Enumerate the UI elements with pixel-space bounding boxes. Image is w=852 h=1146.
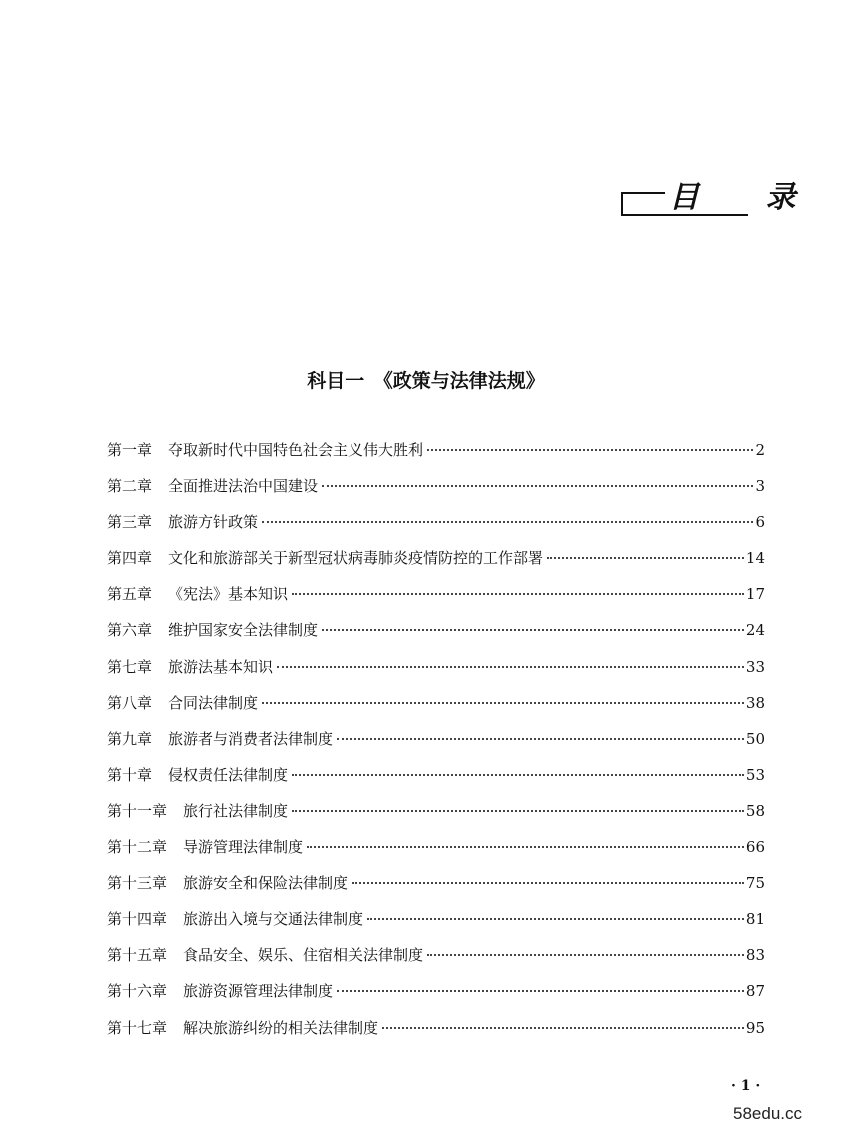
toc-entry[interactable] <box>107 757 765 793</box>
chapter-number: 第一章 <box>107 441 153 459</box>
toc-entry[interactable] <box>107 937 765 973</box>
dot-leader <box>427 449 753 451</box>
page-ref: 33 <box>745 657 765 676</box>
chapter-name: 导游管理法律制度 <box>183 838 304 857</box>
toc-entry[interactable] <box>107 432 765 468</box>
chapter-name: 维护国家安全法律制度 <box>168 621 319 640</box>
chapter-name: 文化和旅游部关于新型冠状病毒肺炎疫情防控的工作部署 <box>168 549 544 568</box>
chapter-number: 第九章 <box>107 729 153 748</box>
toc-entry[interactable] <box>107 901 765 937</box>
toc-entry[interactable] <box>107 540 765 576</box>
chapter-name: 解决旅游纠纷的相关法律制度 <box>183 1018 379 1037</box>
dot-leader <box>292 810 744 812</box>
page-ref: 53 <box>745 765 765 784</box>
toc-entry[interactable] <box>107 721 765 757</box>
toc-entry[interactable] <box>107 612 765 648</box>
chapter-number: 第五章 <box>107 585 153 604</box>
toc-header <box>621 168 824 218</box>
chapter-number: 第十章 <box>107 765 153 784</box>
dot-leader <box>427 954 744 956</box>
page-number: · 1 · <box>731 1078 761 1094</box>
chapter-name: 夺取新时代中国特色社会主义伟大胜利 <box>168 441 424 459</box>
toc-entry[interactable] <box>107 829 765 865</box>
chapter-name: 食品安全、娱乐、住宿相关法律制度 <box>183 946 424 965</box>
page-ref: 75 <box>745 874 765 893</box>
dot-leader <box>307 846 744 848</box>
toc-entry[interactable] <box>107 1010 765 1046</box>
chapter-number: 第二章 <box>107 477 153 496</box>
chapter-name: 旅游资源管理法律制度 <box>183 982 334 1001</box>
toc-entry[interactable] <box>107 504 765 540</box>
dot-leader <box>322 629 744 631</box>
page-ref: 38 <box>745 693 765 712</box>
dot-leader <box>292 774 744 776</box>
chapter-name: 侵权责任法律制度 <box>168 765 289 784</box>
dot-leader <box>337 990 744 992</box>
chapter-name: 旅游者与消费者法律制度 <box>168 729 334 748</box>
page-ref: 83 <box>745 946 765 965</box>
toc-title: 目 录 <box>669 180 824 215</box>
toc-entry[interactable] <box>107 793 765 829</box>
chapter-name: 旅游方针政策 <box>168 513 259 532</box>
page-ref: 66 <box>745 838 765 857</box>
chapter-number: 第十四章 <box>107 910 168 929</box>
chapter-number: 第十三章 <box>107 874 168 893</box>
chapter-name: 旅行社法律制度 <box>183 801 289 820</box>
page-ref: 24 <box>745 621 765 640</box>
chapter-number: 第三章 <box>107 513 153 532</box>
toc-entry[interactable] <box>107 973 765 1009</box>
toc-entry[interactable] <box>107 649 765 685</box>
chapter-name: 《宪法》基本知识 <box>168 585 289 604</box>
page-ref: 6 <box>755 513 765 532</box>
dot-leader <box>367 918 744 920</box>
chapter-name: 旅游出入境与交通法律制度 <box>183 910 364 929</box>
page-ref: 95 <box>745 1018 765 1037</box>
dot-leader <box>352 882 744 884</box>
chapter-number: 第七章 <box>107 657 153 676</box>
dot-leader <box>262 521 753 523</box>
toc-entry[interactable] <box>107 468 765 504</box>
page-ref: 2 <box>755 441 765 459</box>
dot-leader <box>262 702 744 704</box>
dot-leader <box>382 1027 744 1029</box>
dot-leader <box>547 557 744 559</box>
dot-leader <box>292 593 744 595</box>
chapter-number: 第八章 <box>107 693 153 712</box>
chapter-number: 第十二章 <box>107 838 168 857</box>
toc-entry[interactable] <box>107 576 765 612</box>
page-ref: 17 <box>745 585 765 604</box>
chapter-name: 旅游法基本知识 <box>168 657 274 676</box>
chapter-number: 第六章 <box>107 621 153 640</box>
chapter-name: 合同法律制度 <box>168 693 259 712</box>
chapter-name: 旅游安全和保险法律制度 <box>183 874 349 893</box>
chapter-number: 第十七章 <box>107 1018 168 1037</box>
section-title: 科目一 《政策与法律法规》 <box>307 370 545 392</box>
header-dash-rule <box>623 192 665 194</box>
chapter-number: 第十五章 <box>107 946 168 965</box>
chapter-number: 第十六章 <box>107 982 168 1001</box>
toc-entry[interactable] <box>107 865 765 901</box>
page-ref: 14 <box>745 549 765 568</box>
page-ref: 58 <box>745 801 765 820</box>
header-bracket-vertical <box>621 192 623 216</box>
chapter-number: 第十一章 <box>107 801 168 820</box>
dot-leader <box>337 738 744 740</box>
page-ref: 81 <box>745 910 765 929</box>
page-ref: 3 <box>755 477 765 496</box>
watermark-text: 58edu.cc <box>733 1104 802 1123</box>
toc-entry[interactable] <box>107 685 765 721</box>
toc-list <box>107 432 765 1046</box>
dot-leader <box>277 666 744 668</box>
page-ref: 87 <box>745 982 765 1001</box>
chapter-number: 第四章 <box>107 549 153 568</box>
dot-leader <box>322 485 753 487</box>
page-ref: 50 <box>745 729 765 748</box>
chapter-name: 全面推进法治中国建设 <box>168 477 319 496</box>
